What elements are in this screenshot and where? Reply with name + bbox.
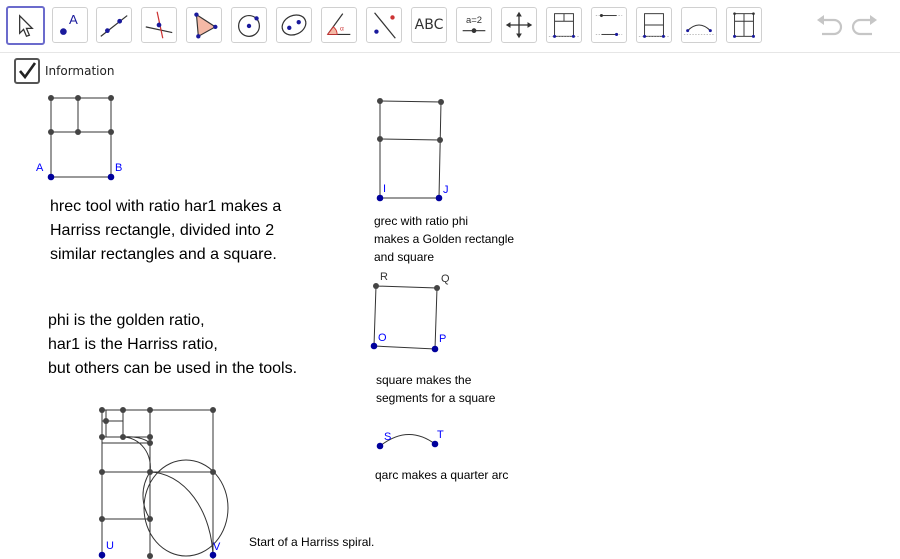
circle-tool-button[interactable] [231, 7, 267, 43]
polygon-tool-button[interactable] [186, 7, 222, 43]
grec-line-1: grec with ratio phi [374, 214, 469, 228]
polygon-icon [187, 8, 221, 42]
custom-tool-spiral-button[interactable] [726, 7, 762, 43]
harriss-rectangle-icon [547, 8, 581, 42]
point-j[interactable] [436, 195, 443, 202]
qarc-description: qarc makes a quarter arc [375, 468, 509, 482]
label-t: T [437, 429, 444, 441]
label-p: P [439, 333, 447, 345]
redo-icon [850, 12, 880, 40]
label-b: B [115, 162, 123, 174]
point-o[interactable] [371, 343, 378, 350]
line-through-points-icon [97, 8, 131, 42]
angle-icon [322, 8, 356, 42]
ratio-description [48, 309, 297, 381]
custom-tool-qarc-button[interactable] [681, 7, 717, 43]
label-a: A [36, 162, 44, 174]
text-tool-button[interactable] [411, 7, 447, 43]
phi-line-1: phi is the golden ratio, [48, 312, 205, 329]
point-icon [53, 8, 87, 42]
hrec-line-3: similar rectangles and a square. [50, 246, 277, 263]
point-i[interactable] [377, 195, 384, 202]
harriss-rectangle-points [48, 95, 114, 135]
point-a[interactable] [48, 174, 55, 181]
harriss-spiral-points [99, 407, 216, 559]
label-s: S [384, 431, 392, 443]
hrec-line-1: hrec tool with ratio har1 makes a [50, 198, 282, 215]
information-checkbox-label: Information [45, 64, 115, 78]
grec-line-2: makes a Golden rectangle [374, 232, 515, 246]
harriss-spiral-icon [727, 8, 761, 42]
line-tool-button[interactable] [96, 7, 132, 43]
label-v: V [213, 541, 221, 553]
point-b[interactable] [108, 174, 115, 181]
point-q [434, 285, 440, 291]
label-j: J [443, 184, 449, 196]
ellipse-tool-button[interactable] [276, 7, 312, 43]
label-o: O [378, 332, 387, 344]
square-segments-icon [592, 8, 626, 42]
harriss-rectangle [51, 98, 111, 177]
svg-text:α: α [339, 25, 344, 33]
golden-rectangle [380, 101, 441, 198]
label-r: R [380, 271, 388, 283]
slider-icon [457, 8, 491, 42]
slider-tool-button[interactable] [456, 7, 492, 43]
point-r [373, 283, 379, 289]
text-tool-label: ABC [414, 17, 444, 33]
square-description [376, 371, 495, 407]
reflect-about-line-icon [367, 8, 401, 42]
svg-text:A: A [69, 12, 78, 28]
move-tool-button[interactable] [6, 6, 45, 45]
spiral-description: Start of a Harriss spiral. [249, 535, 375, 549]
point-t[interactable] [432, 441, 439, 448]
reflect-tool-button[interactable] [366, 7, 402, 43]
information-checkbox[interactable] [14, 58, 40, 84]
point-s[interactable] [377, 443, 384, 450]
move-graphics-view-tool-button[interactable] [501, 7, 537, 43]
check-mark-icon [16, 60, 38, 82]
move-arrows-icon [502, 8, 536, 42]
undo-button[interactable] [814, 12, 844, 40]
redo-button[interactable] [850, 12, 880, 40]
undo-icon [814, 12, 844, 40]
toolbar [0, 0, 900, 53]
square-line-1: square makes the [376, 373, 472, 387]
custom-tool-square-button[interactable] [591, 7, 627, 43]
quarter-arc-icon [682, 8, 716, 42]
point-tool-button[interactable] [52, 7, 88, 43]
harriss-spiral-construction [102, 410, 228, 559]
golden-rectangle-icon [637, 8, 671, 42]
phi-line-3: but others can be used in the tools. [48, 360, 298, 377]
perpendicular-line-icon [142, 8, 176, 42]
hrec-line-2: Harriss rectangle, divided into 2 [50, 222, 275, 239]
point-u[interactable] [99, 552, 106, 559]
slider-tool-label: a=2 [465, 15, 483, 27]
circle-center-point-icon [232, 8, 266, 42]
phi-line-2: har1 is the Harriss ratio, [48, 336, 218, 353]
golden-rectangle-points [377, 98, 444, 143]
custom-tool-hrec-button[interactable] [546, 7, 582, 43]
ellipse-icon [277, 8, 311, 42]
label-q: Q [441, 273, 450, 285]
cursor-arrow-icon [8, 8, 43, 43]
hrec-description [50, 195, 281, 267]
angle-tool-button[interactable] [321, 7, 357, 43]
grec-line-3: and square [374, 250, 435, 264]
perpendicular-line-tool-button[interactable] [141, 7, 177, 43]
label-i: I [383, 183, 387, 195]
square-line-2: segments for a square [376, 391, 496, 405]
custom-tool-grec-button[interactable] [636, 7, 672, 43]
label-u: U [106, 540, 114, 552]
grec-description [374, 212, 514, 266]
point-p[interactable] [432, 346, 439, 353]
